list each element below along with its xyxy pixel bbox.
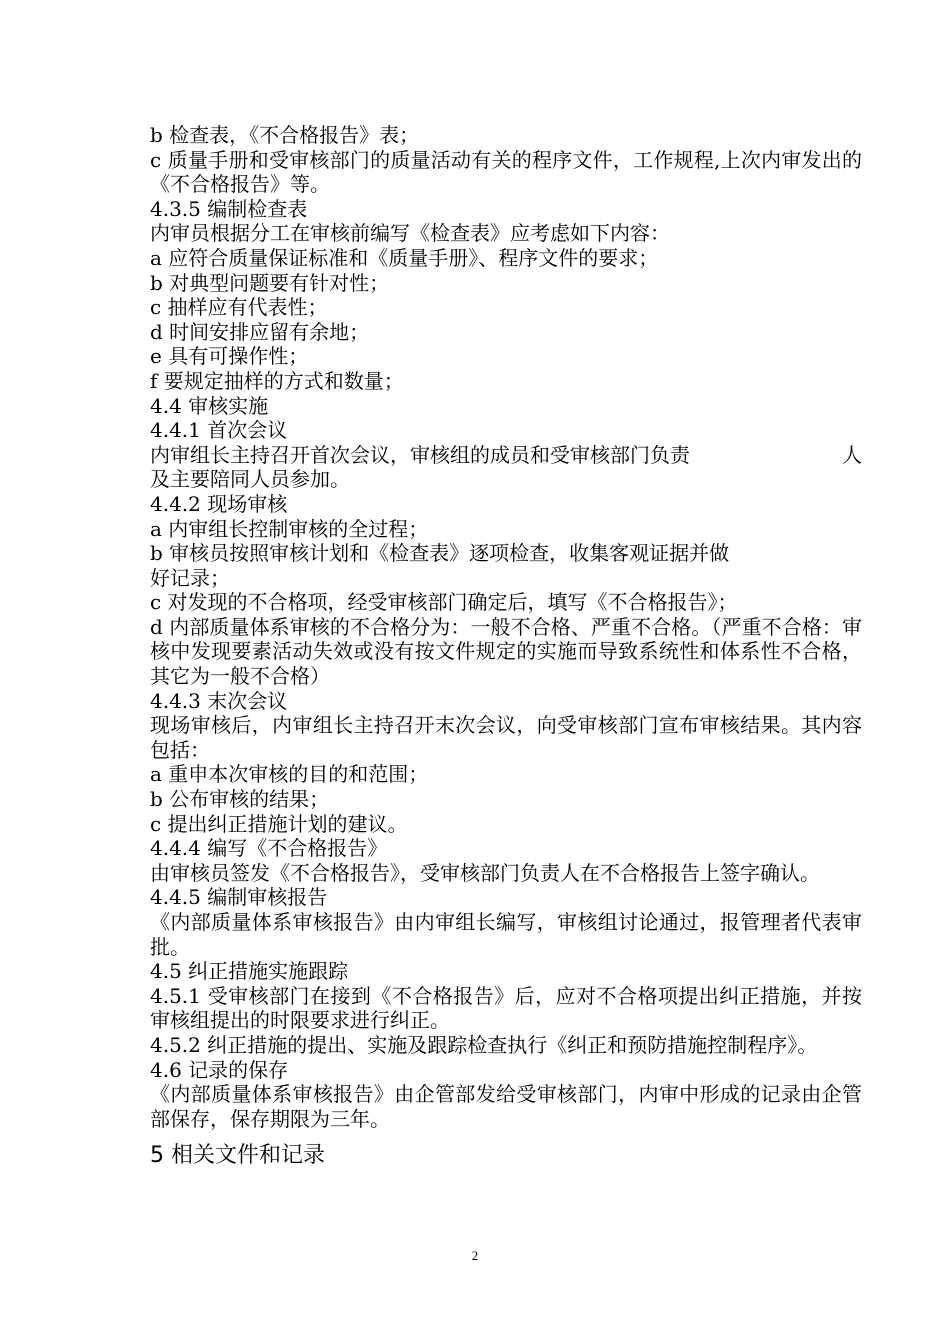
chapter-heading: 5 相关文件和记录 (150, 1143, 325, 1169)
text-paragraph: d 内部质量体系审核的不合格分为：一般不合格、严重不合格。（严重不合格：审核中发现要素活动失效或没有按文件规定的实施而导致系统性和体系性不合格，其它为一般不合格） (150, 614, 862, 689)
text-paragraph: 《内部质量体系审核报告》由内审组长编写，审核组讨论通过，报管理者代表审批。 (150, 910, 862, 959)
subsection-heading: 4.4.5 编制审核报告 (150, 885, 328, 910)
list-item: c 抽样应有代表性； (150, 295, 328, 320)
text-fragment: 内审组长主持召开首次会议，审核组的成员和受审核部门负责 (150, 442, 690, 467)
text-line (150, 443, 862, 468)
text-paragraph: 由审核员签发《不合格报告》，受审核部门负责人在不合格报告上签字确认。 (150, 860, 820, 885)
document-body (150, 123, 862, 1171)
subsection-heading: 4.4.1 首次会议 (150, 418, 288, 443)
list-item: d 时间安排应留有余地； (150, 319, 370, 344)
text-paragraph: 4.5.1 受审核部门在接到《不合格报告》后，应对不合格项提出纠正措施，并按审核组提出的时限要求进行纠正。 (150, 983, 862, 1033)
list-item: b 对典型问题要有针对性； (150, 270, 390, 295)
text-line: b 检查表，《不合格报告》表； (150, 123, 420, 147)
list-item: e 具有可操作性； (150, 344, 309, 369)
section-heading: 4.4 审核实施 (150, 393, 269, 418)
subsection-heading: 4.4.4 编写《不合格报告》 (150, 836, 388, 861)
subsection-heading: 4.4.2 现场审核 (150, 491, 288, 516)
list-item: a 重申本次审核的目的和范围； (150, 762, 429, 787)
subsection-heading: 4.3.5 编制检查表 (150, 196, 308, 221)
page-number: 2 (471, 1248, 479, 1263)
text-line: 内审员根据分工在审核前编写《检查表》应考虑如下内容： (150, 221, 670, 246)
list-item: b 公布审核的结果； (150, 787, 330, 812)
list-item: f 要规定抽样的方式和数量； (150, 368, 404, 393)
subsection-heading: 4.4.3 末次会议 (150, 688, 288, 713)
text-paragraph: 4.5.2 纠正措施的提出、实施及跟踪检查执行《纠正和预防措施控制程序》。 (150, 1032, 818, 1057)
text-fragment: 人 (842, 442, 862, 467)
list-item-continuation: 好记录； (150, 565, 230, 590)
section-heading: 4.5 纠正措施实施跟踪 (150, 959, 349, 984)
text-paragraph: c 质量手册和受审核部门的质量活动有关的程序文件，工作规程,上次内审发出的《不合格报告》等。 (150, 147, 862, 197)
list-item: a 内审组长控制审核的全过程； (150, 516, 429, 541)
text-paragraph: 现场审核后，内审组长主持召开末次会议，向受审核部门宣布审核结果。其内容包括： (150, 713, 862, 762)
text-paragraph: 《内部质量体系审核报告》由企管部发给受审核部门，内审中形成的记录由企管部保存，保存期限为三年。 (150, 1082, 862, 1131)
list-item: a 应符合质量保证标准和《质量手册》、程序文件的要求； (150, 245, 659, 270)
list-item: c 提出纠正措施计划的建议。 (150, 811, 408, 836)
list-item: c 对发现的不合格项，经受审核部门确定后，填写《不合格报告》； (150, 590, 738, 615)
list-item: b 审核员按照审核计划和《检查表》逐项检查，收集客观证据并做 (150, 541, 730, 566)
section-heading: 4.6 记录的保存 (150, 1057, 289, 1082)
text-line: 及主要陪同人员参加。 (150, 467, 350, 492)
